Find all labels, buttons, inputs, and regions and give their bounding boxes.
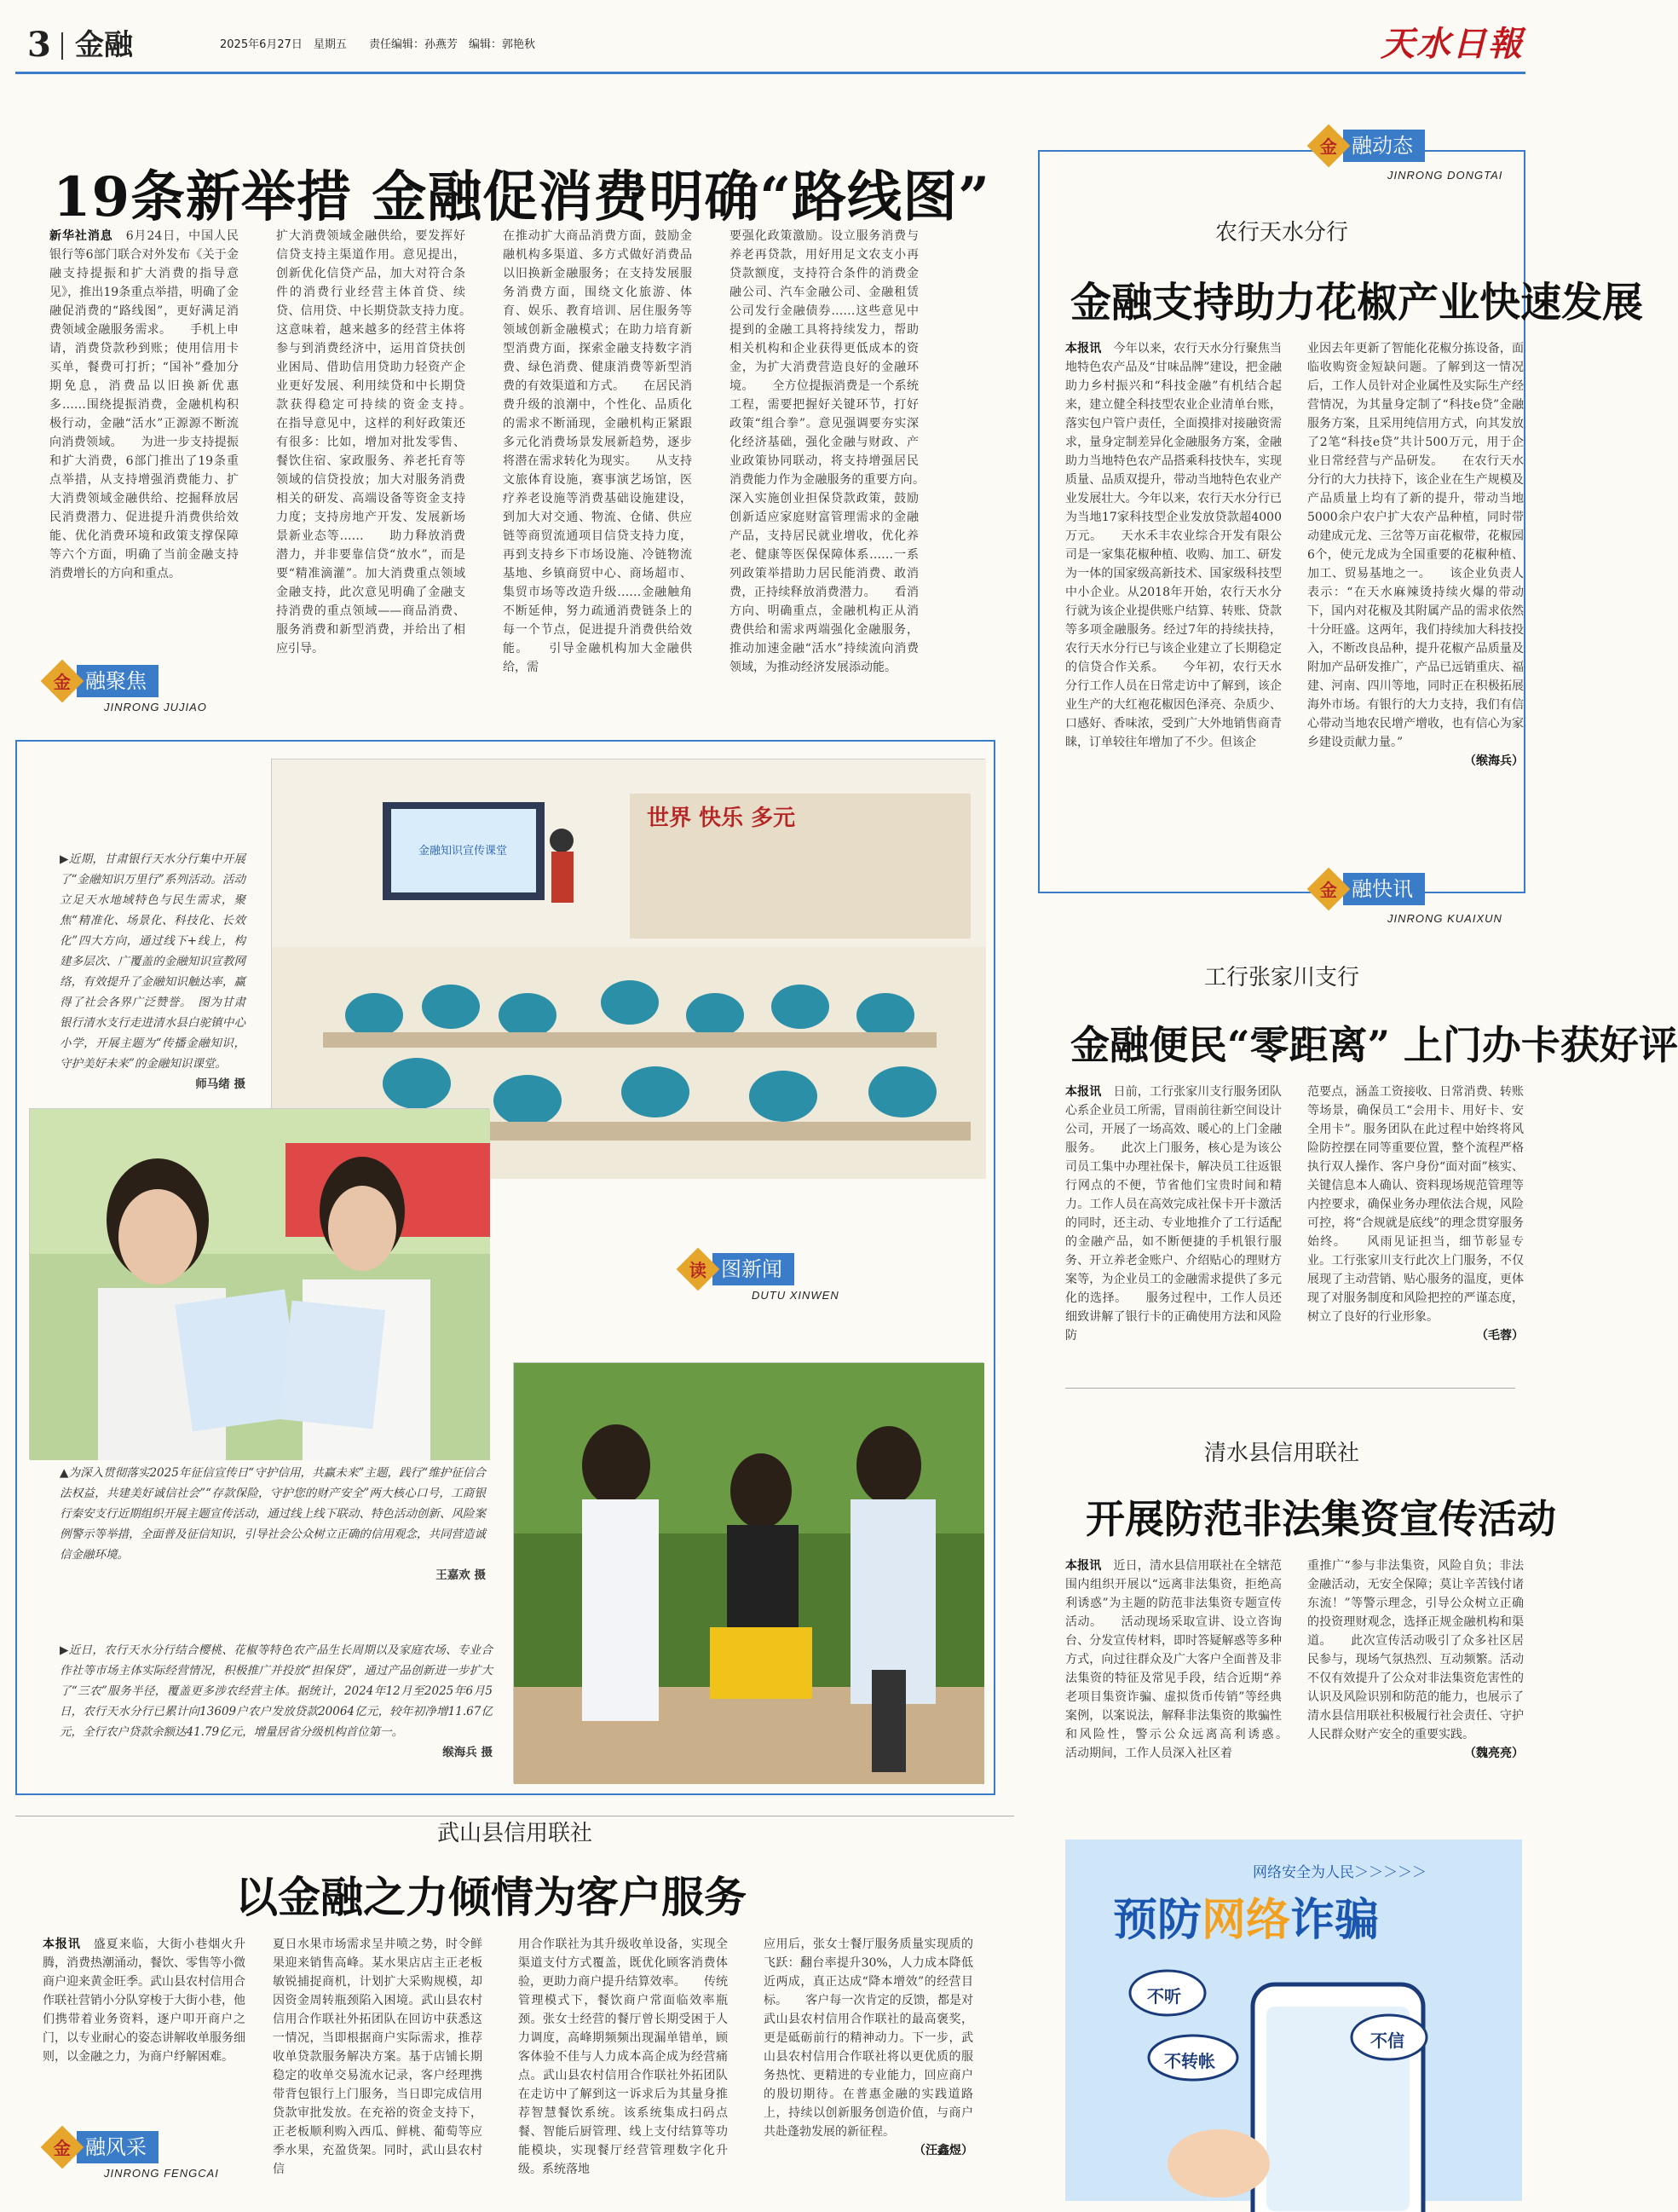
ad-bubble-1: 不听 [1147,1986,1181,2007]
tag-tuxinwen-char: 读 [677,1248,720,1291]
brochure-illustration [30,1109,490,1460]
ws-col2: 夏日水果市场需求呈井喷之势，时令鲜果迎来销售高峰。某水果店店主正老板敏锐捕捉商机，计划扩大采购规模，却因资金周转瓶颈陷入困境。武山县农村信用合作联社外拓团队在回访中获悉这一情况，当即根据商户实际需求，推荐收单贷款服务解决方案。基于店铺长期稳定的收单交易流水记录，客户经理携带背包银行上门服务，当日即完成信用贷款审批发放。在充裕的资金支持下，正老板顺利购入西瓜、鲜桃、葡萄等应季水果，充盈货架。同时，武山县农村信 [273,1938,482,2176]
tag-jujiao-sub: JINRONG JUJIAO [104,701,207,713]
hj-col1: 本报讯 今年以来，农行天水分行聚焦当地特色农产品及“甘味品牌”建设，把金融助力乡村振兴和“科技金融”有机结合起来，建立健全科技型农业企业清单台账，落实包户管户责任，全面摸排对接融资需求，量身定制差异化金融服务方案，金融助力当地特色农产品搭乘科技快车，实现质量、品质双提升，带动当地特色农业产业发展壮大。今年以来，农行天水分行已为当地17家科技型企业发放贷款超4000万元。 天水禾丰农业综合开发有限公司是一家集花椒种植、收购、加工、研发为一体的国家级高新技术、国家级科技型中小企业。从2018年开始，农行天水分行就为该企业提供账户结算、转账、贷款等多项金融服务。经过7年的持续扶持，农行天水分行已与该企业建立了长期稳定的信贷合作关系。 今年初，农行天水分行工作人员在日常走访中了解到，该企业生产的大红袍花椒因色泽亮、杂质少、口感好、香味浓，受到广大外地销售商青睐，订单较往年增加了不少。但该企 [1065,342,1283,749]
main-article-col3: 在推动扩大商品消费方面，鼓励金融机构多渠道、多方式做好消费品以旧换新金融服务；在支持发展服务消费方面，围绕文化旅游、体育、娱乐、教育培训、居住服务等领域创新金融模式；在助力培育新型消费方面，探索金融支持数字消费、绿色消费、健康消费等新型消费的有效渠道和方式。 在居民消费升级的浪潮中，个性化、品质化的需求不断涌现，金融机构正紧跟多元化消费场景发展新趋势，逐步将潜在需求转化为现实。 从支持文旅体育设施，赛事演艺场馆，医疗养老设施等消费基础设施建设，到加大对交通、物流、仓储、供应链等商贸流通项目信贷支持力度，再到支持乡下市场设施、冷链物流基地、乡镇商贸中心、商场超市、集贸市场等改造升级……金融触角不断延伸，努力疏通消费链条上的每一个节点，促进提升消费供给效能。 引导金融机构加大金融供给，需 [503,229,692,674]
zjc-col2: 范要点，涵盖工资接收、日常消费、转账等场景，确保员工“会用卡、用好卡、安全用卡”。服务团队在此过程中始终将风险防控摆在同等重要位置，整个流程严格执行双人操作、客户身份“面对面”核实、关键信息本人确认、资料现场规范管理等内控要求，确保业务办理依法合规，风险可控，将“合规就是底线”的理念贯穿服务始终。 风雨见证担当，细节彰显专业。工行张家川支行此次上门服务，不仅展现了主动营销、贴心服务的温度，更体现了对服务制度和风险把控的严谨态度，树立了良好的行业形象。 （毛蓉） [1307,1083,1524,1360]
zjc-headline: 金融便民“零距离” 上门办卡获好评 [1070,1022,1678,1068]
tag-tuxinwen-label: 图新闻 [712,1253,794,1285]
ws-kicker: 武山县信用联社 [436,1821,592,1846]
tag-kuaixun-char: 金 [1307,868,1351,911]
caption-2: ▲为深入贯彻落实2025年征信宣传日“守护信用，共赢未来”主题，践行“维护征信合法权益，共建美好诚信社会”“存款保险，守护您的财产安全”两大核心口号，工商银行秦安支行近期组织开展主题宣传活动，通过线上线下联动、特色活动创新、风险案例警示等举措，全面普及征信知识，引导社会公众树立正确的信用观念，共同营造诚信金融环境。 王嘉欢 摄 [60,1466,486,1582]
zjc-divider [1065,1388,1515,1389]
tag-fengcai [43,2128,159,2167]
article-credit: （魏亮亮） [1464,1747,1524,1760]
caption-1: ▶近期，甘肃银行天水分行集中开展了“金融知识万里行”系列活动。活动立足天水地域特色与民生需求，聚焦“精准化、场景化、科技化、长效化”四大方向，通过线下+线上，构建多层次、广覆盖的金融知识宣教网络，有效提升了金融知识触达率，赢得了社会各界广泛赞誉。 图为甘肃银行清水支行走进清水县白驼镇中心小学，开展主题为“传播金融知识，守护美好未来”的金融知识课堂。 师马绪 摄 [60,852,245,1091]
ad-title: 预防网络诈骗 [1113,1895,1380,1946]
article-credit: （毛蓉） [1476,1329,1524,1343]
main-article-col4: 要强化政策激励。设立服务消费与养老再贷款，用好用足文农支小再贷款额度，支持符合条件的消费金融公司、汽车金融公司、金融租赁公司发行金融债券……这些意见中提到的金融工具将持续发力，帮助相关机构和企业获得更低成本的资金，为扩大消费营造良好的金融环境。 全方位提振消费是一个系统工程，需要把握好关键环节，打好政策“组合拳”。意见强调要夯实深化经济基础，强化金融与财政、产业政策协同联动，将支持增强居民消费能力作为金融服务的重要方向。 深入实施创业担保贷款政策，鼓励创新适应家庭财富管理需求的金融产品，支持居民就业增收，优化养老、健康等医保保障体系……一系列政策举措助力居民能消费、敢消费，正持续释放消费潜力。 看消方向、明确重点，金融机构正从消费供给和需求两端强化金融服务，推动加速金融“活水”持续流向消费领域，为推动经济发展添动能。 [729,229,943,674]
hj-kicker: 农行天水分行 [1214,220,1348,245]
paper-logo: 天水日報 [1381,24,1524,64]
qs-headline: 开展防范非法集资宣传活动 [1086,1496,1556,1542]
kuaixun-rule [1038,892,1525,893]
zjc-kicker: 工行张家川支行 [1203,965,1359,990]
orchard-illustration [514,1363,984,1784]
photo-orchard [513,1362,983,1783]
tag-jujiao-label: 融聚焦 [77,665,159,697]
zjc-col1: 本报讯 日前，工行张家川支行服务团队心系企业员工所需，冒雨前往新空间设计公司，开展了一场高效、暖心的上门金融服务。 此次上门服务，核心是为该公司员工集中办理社保卡，解决员工往返银行网点的不便，节省他们宝贵时间和精力。工作人员在高效完成社保卡开卡激活的同时，还主动、专业地推介了工行适配的金融产品，如不断便捷的手机银行服务、开立养老金账户、介绍贴心的理财方案等，为企业员工的金融需求提供了多元化的选择。 服务过程中，工作人员还细致讲解了银行卡的正确使用方法和风险防 [1065,1085,1283,1343]
main-article-col2: 扩大消费领域金融供给，要发挥好信贷支持主渠道作用。意见提出，创新优化信贷产品，加大对符合条件的消费行业经营主体首贷、续贷、信用贷、中长期贷款支持力度。 这意味着，越来越多的经营主体将参与到消费经济中，运用首贷扶创业困局、借助信用贷助力轻资产企业更好发展、利用续贷和中长期贷款获得稳定可持续的资金支持。 在指导意见中，这样的利好政策还有很多：比如，增加对批发零售、餐饮住宿、家政服务、养老托育等领域的信贷投放；加大对服务消费相关的研发、高端设备等资金支持力度；支持房地产开发、发展新场景新业态等…… 助力释放消费潜力，并非要靠信贷“放水”，而是要“精准滴灌”。加大消费重点领域金融支持，此次意见明确了金融支持消费的重点领域——商品消费、服务消费和新型消费，并给出了相应引导。 [276,229,489,656]
masthead-divider [61,32,63,60]
ad-bubble-2: 不信 [1370,2030,1404,2051]
ad-phone-illustration [1065,1839,1522,2201]
tag-jujiao-char: 金 [41,660,84,703]
tag-fengcai-sub: JINRONG FENGCAI [104,2167,219,2180]
classroom-wall-text: 世界 快乐 多元 [647,806,796,831]
ws-col3: 用合作联社为其升级收单设备，实现全渠道支付方式覆盖，既优化顾客消费体验，更助力商户提升结算效率。 传统管理模式下，餐饮商户常面临效率瓶颈。张女士经营的餐厅曾长期受困于人力调度，高峰期频频出现漏单错单，顾客体验不佳与人力成本高企成为经营痛点。武山县农村信用合作联社外拓团队在走访中了解到这一诉求后为其量身推荐智慧餐饮系统。该系统集成扫码点餐、智能后厨管理、线上支付结算等功能模块，实现餐厅经营管理数字化升级。系统落地 [518,1938,728,2176]
hj-col2: 业因去年更新了智能化花椒分拣设备，面临收购资金短缺问题。了解到这一情况后，工作人员针对企业属性及实际生产经营情况，为其量身定制了“科技e贷”金融服务方案，且采用纯信用方式，向其发放了2笔“科技e贷”共计500万元，用于企业日常经营与产品研发。 在农行天水分行的大力扶持下，该企业在生产规模及产品质量上均有了新的提升，带动当地5000余户农户扩大农产品种植，同时带动建成元龙、三岔等万亩花椒带，花椒园6个，使元龙成为全国重要的花椒种植、加工、贸易基地之一。 该企业负责人表示：“在天水麻辣烫持续火爆的带动下，国内对花椒及其附属产品的需求依然十分旺盛。这两年，我们持续加大科技投入，不断改良品种，提升花椒产品质量及附加产品研发推广，产品已远销重庆、福建、河南、四川等地，同时正在积极拓展海外市场。有银行的大力支持，我们有信心带动当地农民增产增收，也有信心为家乡建设贡献力量。” （缑海兵） [1307,339,1524,846]
qs-col2: 重推广“参与非法集资，风险自负；非法金融活动，无安全保障；莫让辛苦钱付诸东流！”等警示理念，引导公众树立正确的投资理财观念，选择正规金融机构和渠道。 此次宣传活动吸引了众多社区居民参与，现场气氛热烈、互动频繁。活动不仅有效提升了公众对非法集资危害性的认识及风险识别和防范的能力，也展示了清水县信用联社积极履行社会责任、守护人民群众财产安全的重要实践。 （魏亮亮） [1307,1556,1524,1814]
tag-kuaixun [1309,869,1425,909]
main-article-col1: 新华社消息 6月24日，中国人民银行等6部门联合对外发布《关于金融支持提振和扩大消费的指导意见》，推出19条重点举措，明确了金融促消费的“路线图”，更好满足消费领域金融服务需求。 手机上申请，消费贷款秒到账；使用信用卡买单，餐费可打折；“国补”叠加分期免息，消费品以旧换新优惠多……围绕提振消费，金融机构积极行动，金融“活水”正源源不断流向消费领域。 为进一步支持提振和扩大消费，6部门推出了19条重点举措，从支持增强消费能力、扩大消费领域金融供给、挖掘释放居民消费潜力、促进提升消费供给效能、优化消费环境和政策支撑保障等六个方面，明确了当前金融支持消费增长的方向和重点。 [49,229,239,580]
tag-kuaixun-label: 融快讯 [1343,873,1425,905]
masthead [15,26,1532,65]
section-name: 金融 [75,28,133,62]
ws-col4: 应用后，张女士餐厅服务质量实现质的飞跃：翻台率提升30%，人力成本降低近两成，真正达成“降本增效”的经营目标。 客户每一次肯定的反馈，都是对武山县农村信用合作联社的最高褒奖，更是砥砺前行的精神动力。下一步，武山县农村信用合作联社将以更优质的服务热忱、更精进的专业能力，回应商户的殷切期待。在普惠金融的实践道路上，持续以创新服务创造价值，与商户共赴蓬勃发展的新征程。 （汪鑫煜） [764,1935,973,2191]
tag-kuaixun-sub: JINRONG KUAIXUN [1387,912,1502,925]
tag-fengcai-label: 融风采 [77,2131,159,2163]
ws-col1: 本报讯 盛夏来临，大街小巷烟火升腾，消费热潮涌动，餐饮、零售等小微商户迎来黄金旺季。武山县农村信用合作联社营销小分队穿梭于大街小巷，他们携带着业务资料，逐户叩开商户之门，以专业耐心的姿态讲解收单服务细则，以金融之力，为商户纾解困难。 [43,1938,246,2064]
caption-3: ▶近日，农行天水分行结合樱桃、花椒等特色农产品生长周期以及家庭农场、专业合作社等市场主体实际经营情况，积极推广并投放“担保贷”，通过产品创新进一步扩大了“三农”服务半径，覆盖更多涉农经营主体。据统计，2024年12月至2025年6月5日，农行天水分行已累计向13609户农户发放贷款20064亿元，较年初净增11.67亿元，全行农户贷款余额达41.79亿元，增量居省分级机构首位第一。 缑海兵 摄 [60,1643,493,1759]
article-credit: （汪鑫煜） [914,2144,973,2157]
ad-bubble-3: 不转帐 [1164,2051,1215,2071]
main-headline: 19条新举措 金融促消费明确“路线图” [53,165,990,229]
anti-fraud-ad [1065,1839,1522,2201]
ws-headline: 以金融之力倾情为客户服务 [235,1872,747,1922]
tag-jujiao [43,661,159,701]
tag-dongtai-char: 金 [1307,124,1351,168]
article-credit: （缑海兵） [1464,754,1524,768]
tag-tuxinwen [678,1250,794,1289]
masthead-rule [15,72,1525,74]
tag-dongtai-label: 融动态 [1343,130,1425,162]
photo-brochure [29,1108,489,1459]
tag-fengcai-char: 金 [41,2126,84,2169]
issue-date: 2025年6月27日 星期五 责任编辑：孙燕芳 编辑：郭艳秋 [220,38,536,51]
qs-kicker: 清水县信用联社 [1203,1441,1359,1466]
tag-dongtai-sub: JINRONG DONGTAI [1387,169,1503,182]
qs-col1: 本报讯 近日，清水县信用联社在全辖范围内组织开展以“远离非法集资，拒绝高利诱惑”为主题的防范非法集资专题宣传活动。 活动现场采取宣讲、设立咨询台、分发宣传材料，即时答疑解惑等多种方式，向过往群众及广大客户全面普及非法集资的特征及常见手段，结合近期“养老项目集资诈骗、虚拟货币传销”等经典案例，以案说法，解释非法集资的欺骗性和风险性，警示公众远离高利诱惑。 活动期间，工作人员深入社区着 [1065,1559,1306,1760]
classroom-screen-banner: 金融知识宣传课堂 [418,845,507,858]
tag-tuxinwen-sub: DUTU XINWEN [752,1289,839,1302]
page-number: 3 [27,25,51,65]
ad-tagline: 网络安全为人民＞＞＞＞＞ [1253,1864,1427,1881]
hj-headline: 金融支持助力花椒产业快速发展 [1070,279,1644,326]
